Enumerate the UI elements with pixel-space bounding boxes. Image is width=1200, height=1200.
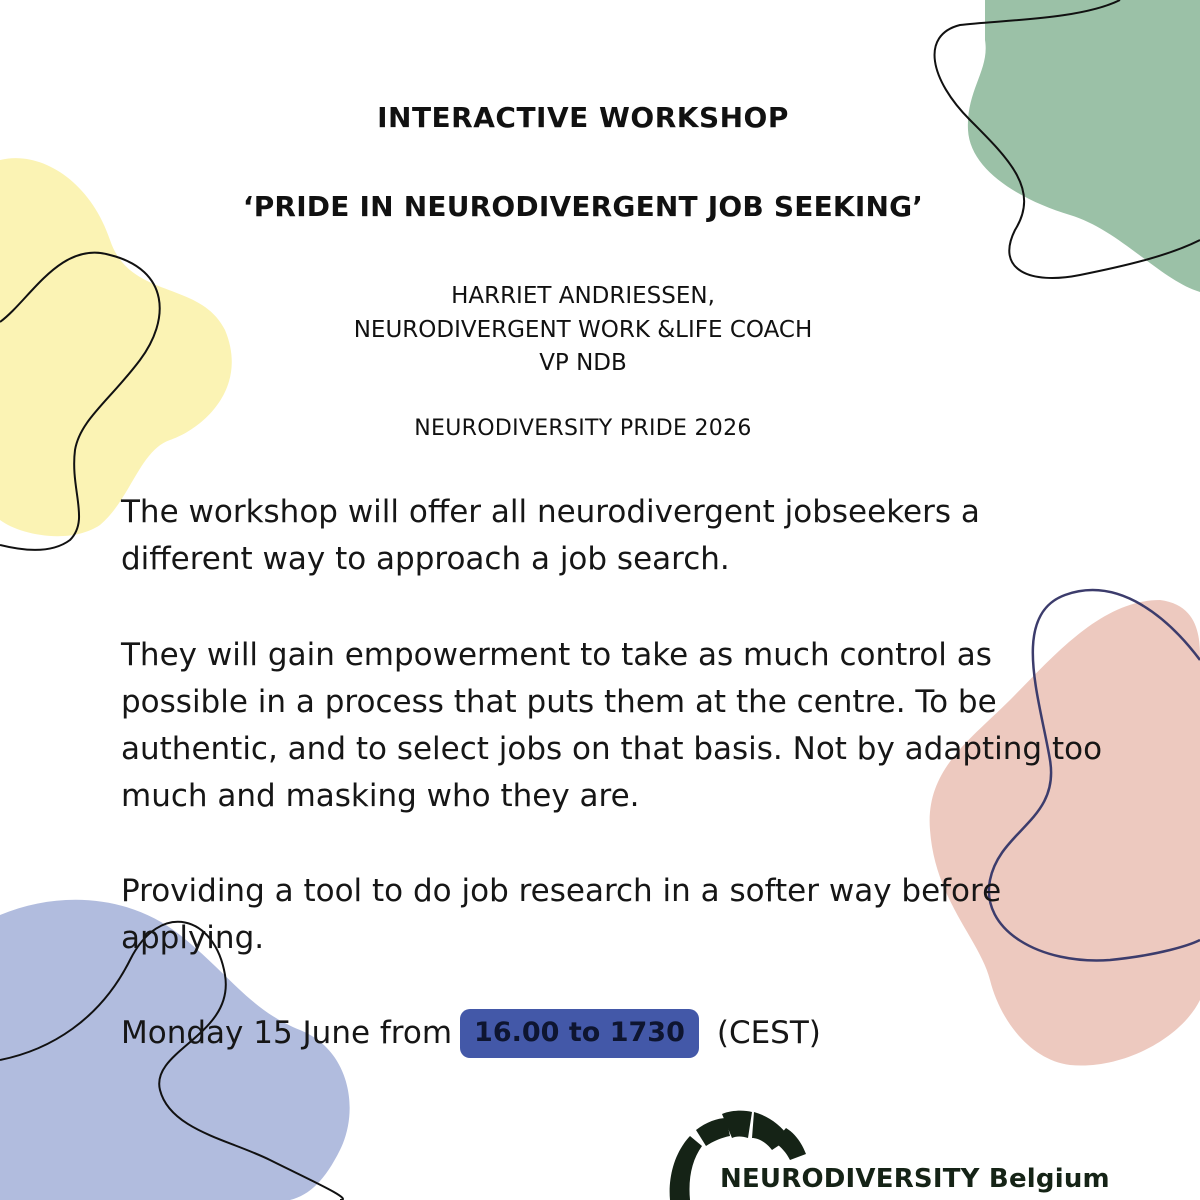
schedule-timezone: (CEST) [716, 1015, 821, 1051]
description-paragraph-1: The workshop will offer all neurodivergent jobseekers a different way to approach a job search. [121, 494, 980, 577]
time-range-badge: 16.00 to 1730 [460, 1009, 699, 1058]
schedule-date: Monday 15 June from [121, 1015, 453, 1051]
neurodiversity-belgium-logo [668, 1108, 1110, 1200]
event-name: NEURODIVERSITY PRIDE 2026 [414, 416, 752, 441]
workshop-title: ‘PRIDE IN NEURODIVERGENT JOB SEEKING’ [242, 190, 924, 223]
description-paragraph-2: They will gain empowerment to take as much control as possible in a process that puts them at the centre. To be authentic, and to select jobs on that basis. Not by adapting too much and masking who they are. [121, 637, 1103, 814]
speaker-role: NEURODIVERGENT WORK &LIFE COACH [353, 317, 813, 343]
green-blob [968, 0, 1200, 292]
speaker-org: VP NDB [539, 350, 627, 376]
speaker-name: HARRIET ANDRIESSEN, [451, 283, 715, 309]
schedule-row [121, 1003, 821, 1063]
workshop-kicker: INTERACTIVE WORKSHOP [377, 101, 789, 134]
description-paragraph-3: Providing a tool to do job research in a softer way before applying. [121, 873, 1002, 956]
logo-text: NEURODIVERSITY Belgium [720, 1164, 1110, 1194]
